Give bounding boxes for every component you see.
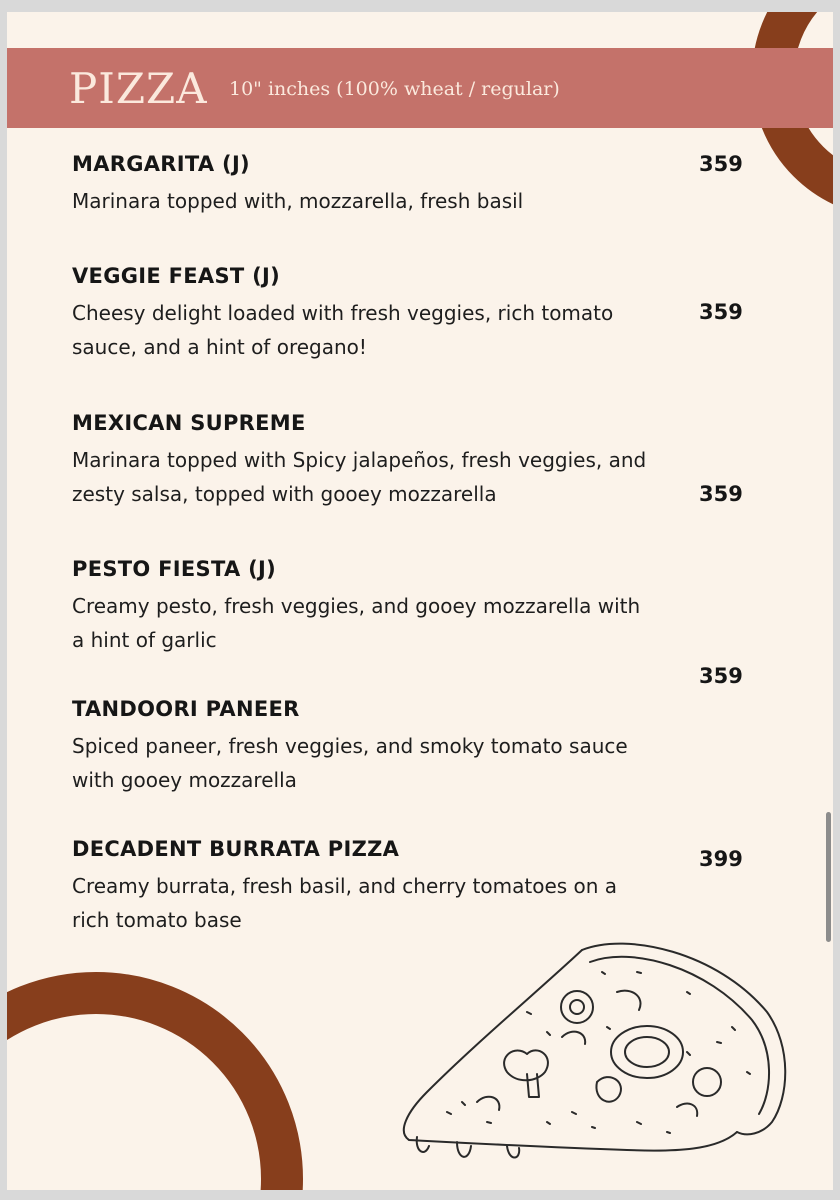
item-desc-margarita: Marinara topped with, mozzarella, fresh basil	[72, 189, 524, 213]
section-subtitle: 10" inches (100% wheat / regular)	[229, 78, 560, 100]
item-desc-pesto-fiesta: Creamy pesto, fresh veggies, and gooey mozzarella with a hint of garlic	[72, 594, 641, 652]
item-name-pesto-fiesta: PESTO FIESTA (J)	[72, 557, 277, 581]
item-name-margarita: MARGARITA (J)	[72, 152, 250, 176]
decorative-arc-bottom	[7, 972, 303, 1190]
item-desc-decadent-burrata: Creamy burrata, fresh basil, and cherry tomatoes on a rich tomato base	[72, 874, 618, 932]
item-desc-veggie-feast: Cheesy delight loaded with fresh veggies, rich tomato sauce, and a hint of oregano!	[72, 301, 614, 359]
item-desc-tandoori-paneer: Spiced paneer, fresh veggies, and smoky tomato sauce with gooey mozzarella	[72, 734, 628, 792]
item-desc-mexican-supreme: Marinara topped with Spicy jalapeños, fresh veggies, and zesty salsa, topped with gooey mozzarella	[72, 448, 647, 506]
item-price-pesto-fiesta: 359	[699, 664, 743, 688]
item-name-decadent-burrata: DECADENT BURRATA PIZZA	[72, 837, 400, 861]
pizza-slice-illustration	[387, 932, 797, 1172]
menu-page	[7, 12, 833, 1190]
item-price-margarita: 359	[699, 152, 743, 176]
item-name-mexican-supreme: MEXICAN SUPREME	[72, 411, 306, 435]
section-title: PIZZA	[69, 64, 208, 113]
item-name-veggie-feast: VEGGIE FEAST (J)	[72, 264, 281, 288]
item-price-decadent-burrata: 399	[699, 847, 743, 871]
item-price-mexican-supreme: 359	[699, 482, 743, 506]
item-name-tandoori-paneer: TANDOORI PANEER	[72, 697, 300, 721]
scrollbar-thumb[interactable]	[826, 812, 831, 942]
item-price-veggie-feast: 359	[699, 300, 743, 324]
